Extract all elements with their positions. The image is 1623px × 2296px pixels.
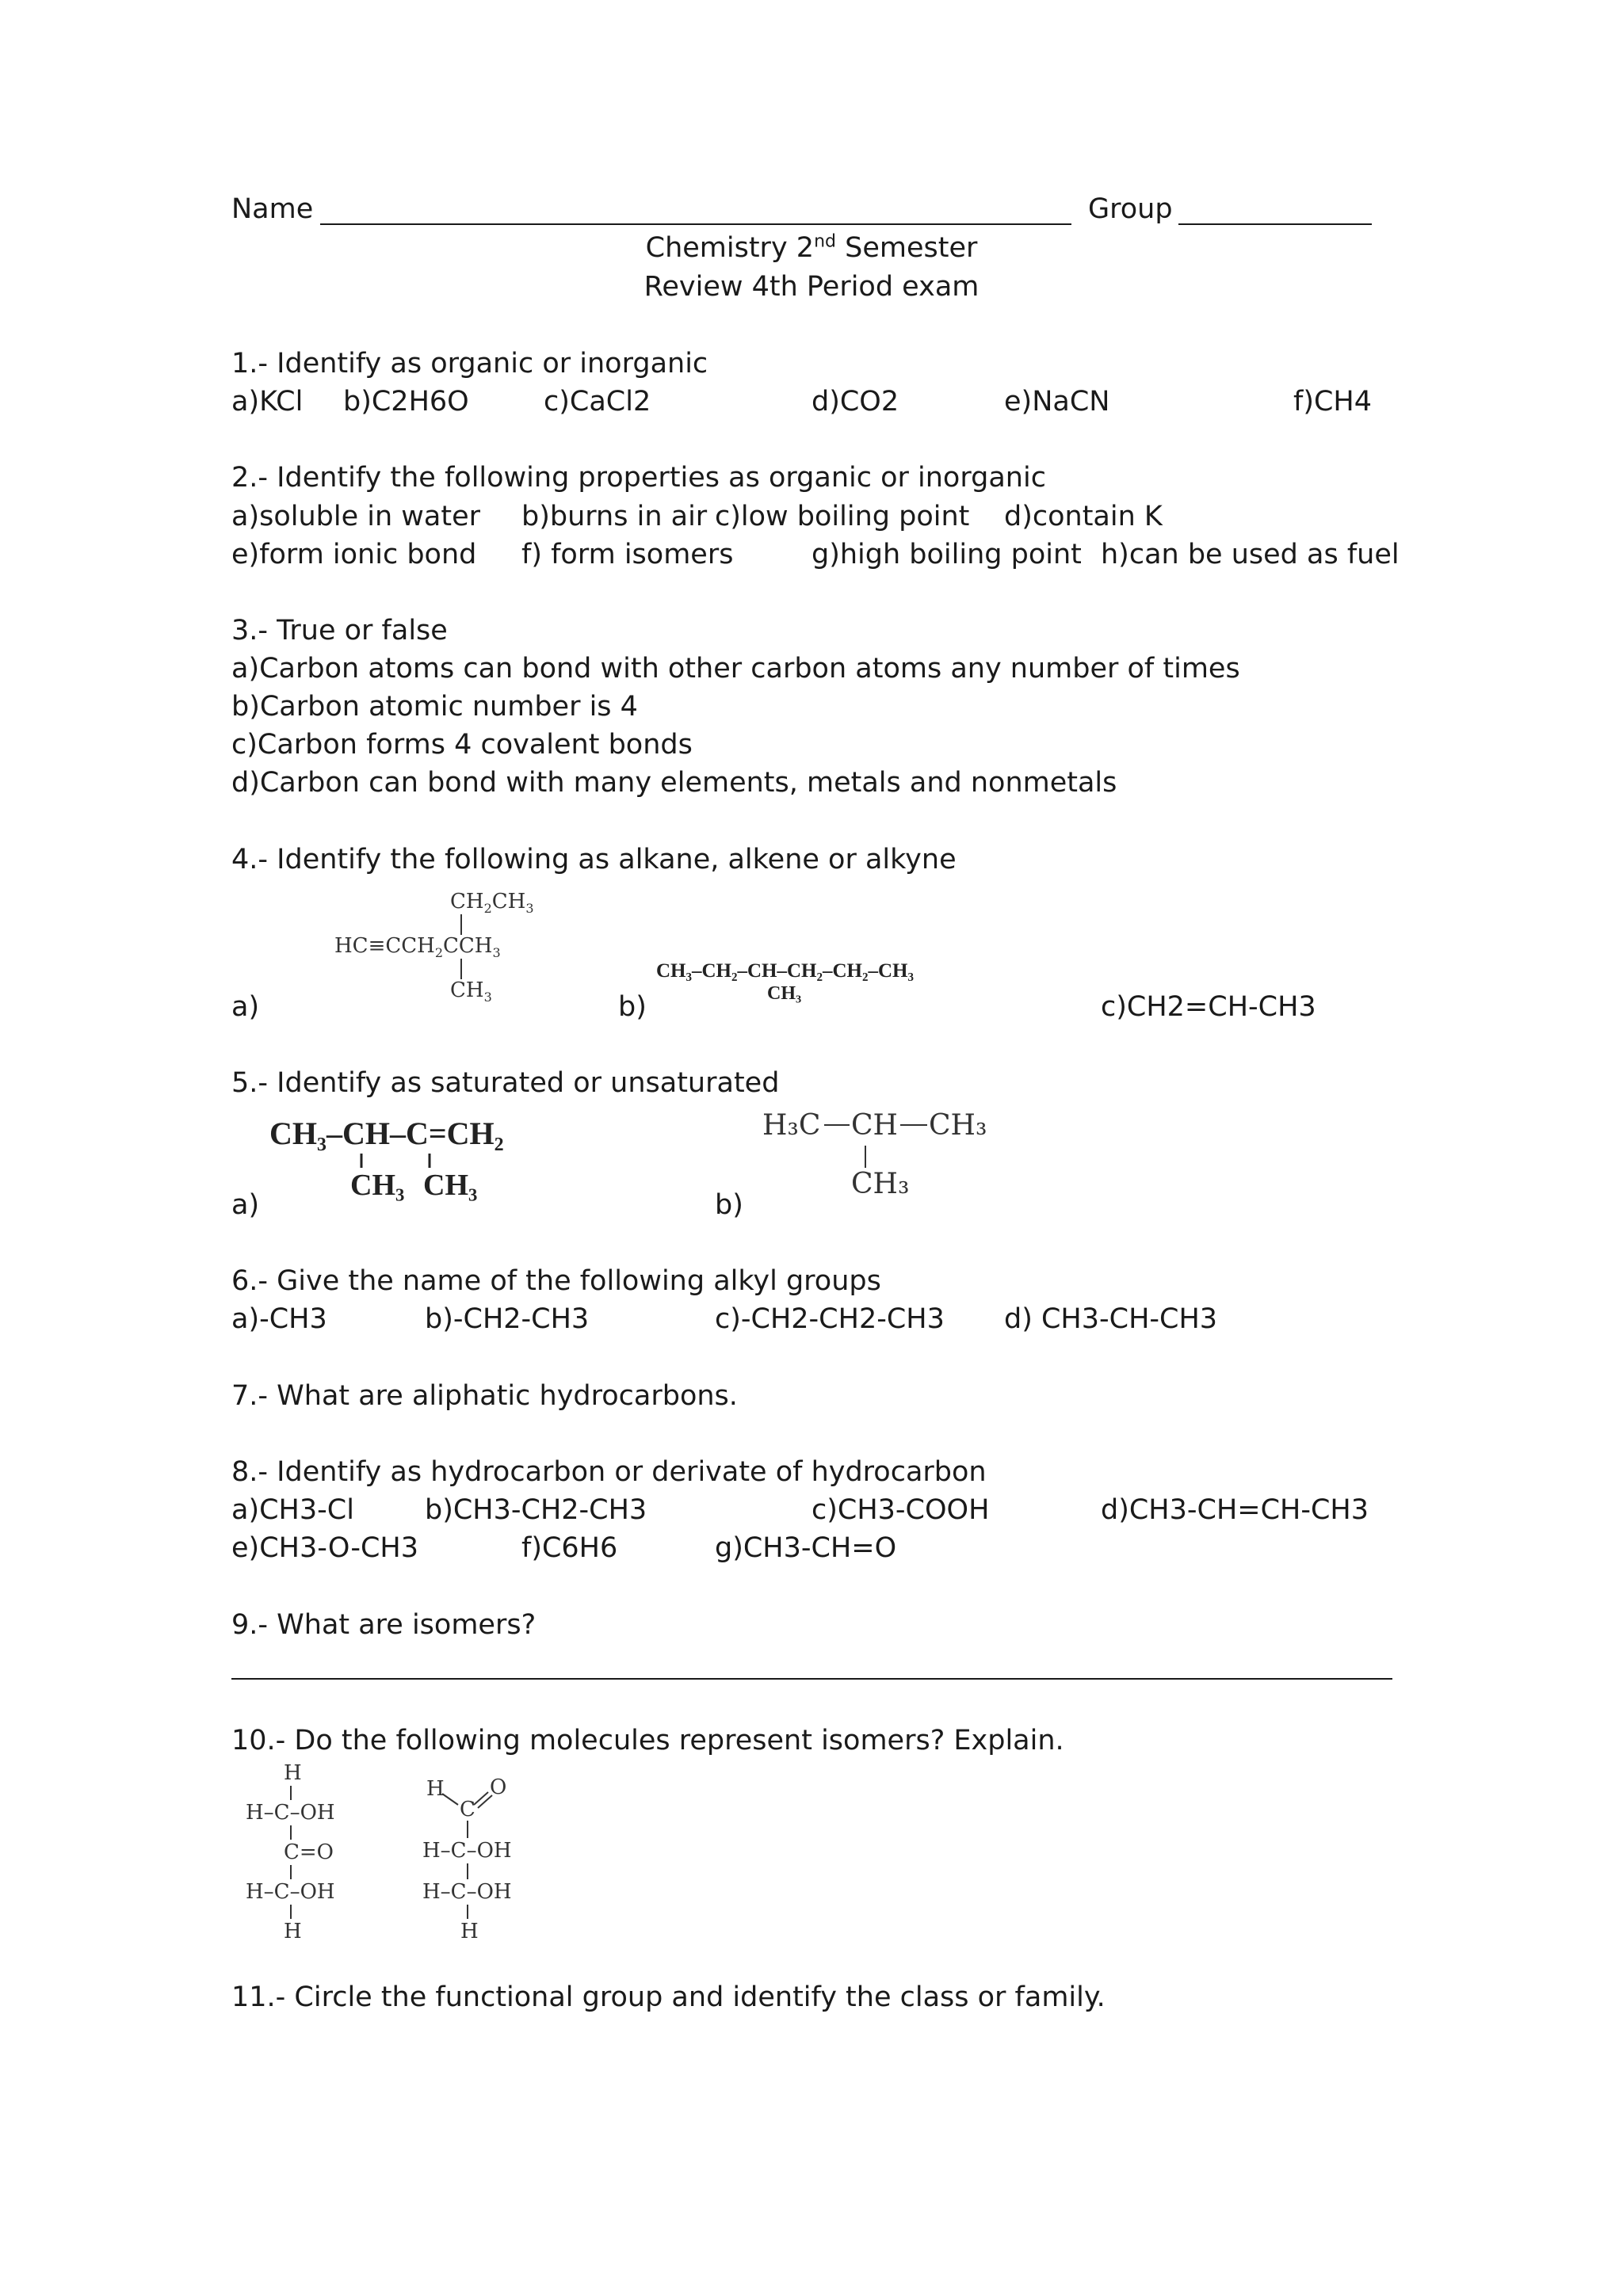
q6-item-b: b)-CH2-CH3 (425, 1303, 590, 1335)
q5-prompt: 5.- Identify as saturated or unsaturated (231, 1067, 780, 1099)
q8-item-f: f)C6H6 (521, 1532, 618, 1564)
q10-molecule-2 (420, 1775, 555, 1952)
q10m2-c-top: C (460, 1798, 475, 1821)
q4-label-b: b) (618, 991, 647, 1023)
q8-item-e: e)CH3-O-CH3 (231, 1532, 418, 1564)
name-label: Name (231, 193, 314, 225)
group-blank-line[interactable] (1178, 223, 1372, 225)
q3-item-b: b)Carbon atomic number is 4 (231, 691, 638, 723)
q4b-chain: CH₃–CH₂–CH–CH₂–CH₂–CH₃ (656, 960, 914, 982)
q4-molecule-a (325, 886, 534, 1013)
q6-item-a: a)-CH3 (231, 1303, 327, 1335)
q5-label-b: b) (715, 1189, 743, 1221)
q5-molecule-a (268, 1109, 537, 1212)
q8-item-b: b)CH3-CH2-CH3 (425, 1494, 647, 1526)
q5-molecule-b (761, 1104, 999, 1215)
q4a-main-chain: $HC\equiv CCH_2CCH_3$ (334, 934, 501, 960)
q10m1-h-bottom: H (284, 1920, 302, 1943)
q1-item-c: c)CaCl2 (544, 386, 651, 418)
q4-item-c: c)CH2=CH-CH3 (1101, 991, 1316, 1023)
q1-item-e: e)NaCN (1004, 386, 1110, 418)
q5b-mid: CH (851, 1109, 898, 1142)
q11-prompt: 11.- Circle the functional group and identify the class or family. (231, 1981, 1106, 2013)
q2-item-d: d)contain K (1004, 501, 1163, 532)
q10m2-h-bottom: H (460, 1920, 479, 1943)
q10m1-c2: C=O (284, 1840, 334, 1864)
q2-item-c: c)low boiling point (715, 501, 970, 532)
q2-item-a: a)soluble in water (231, 501, 481, 532)
q3-item-c: c)Carbon forms 4 covalent bonds (231, 729, 693, 761)
q6-item-c: c)-CH2-CH2-CH3 (715, 1303, 945, 1335)
q6-prompt: 6.- Give the name of the following alkyl groups (231, 1265, 881, 1297)
group-label: Group (1088, 193, 1173, 225)
q2-item-b: b)burns in air (521, 501, 708, 532)
q1-item-d: d)CO2 (812, 386, 899, 418)
q8-item-d: d)CH3-CH=CH-CH3 (1101, 1494, 1369, 1526)
q4-molecule-b (655, 955, 987, 1010)
q3-item-a: a)Carbon atoms can bond with other carbon atoms any number of times (231, 653, 1240, 685)
q3-prompt: 3.- True or false (231, 615, 448, 646)
q10-prompt: 10.- Do the following molecules represent isomers? Explain. (231, 1725, 1064, 1756)
q2-item-f: f) form isomers (521, 539, 734, 570)
q7-prompt: 7.- What are aliphatic hydrocarbons. (231, 1380, 738, 1412)
q4-label-a: a) (231, 991, 260, 1023)
q10m1-c1: H–C–OH (246, 1801, 335, 1825)
q6-item-d: d) CH3-CH-CH3 (1004, 1303, 1218, 1335)
q9-prompt: 9.- What are isomers? (231, 1609, 537, 1641)
q5b-left: H₃C (762, 1109, 821, 1142)
q1-item-b: b)C2H6O (343, 386, 469, 418)
q4a-bottom-group: $CH_3$ (450, 978, 492, 1005)
q5a-chain: CH₃–CH–C=CH₂ (269, 1116, 504, 1151)
q10m2-h: H (426, 1777, 445, 1801)
name-blank-line[interactable] (320, 223, 1071, 225)
q2-item-e: e)form ionic bond (231, 539, 477, 570)
page-subtitle: Review 4th Period exam (643, 271, 980, 303)
page-title: Chemistry 2nd Semester (645, 231, 978, 264)
q8-item-c: c)CH3-COOH (812, 1494, 990, 1526)
q5b-branch: CH₃ (851, 1168, 910, 1200)
q1-item-a: a)KCl (231, 386, 304, 418)
q3-item-d: d)Carbon can bond with many elements, metals and nonmetals (231, 767, 1117, 799)
q5b-right: CH₃ (929, 1109, 987, 1142)
q10m2-c2: H–C–OH (422, 1880, 512, 1904)
q10m2-o: O (490, 1775, 507, 1799)
q2-item-g: g)high boiling point (812, 539, 1082, 570)
q1-item-f: f)CH4 (1293, 386, 1373, 418)
q8-item-g: g)CH3-CH=O (715, 1532, 897, 1564)
q9-answer-line[interactable] (231, 1678, 1392, 1680)
q1-prompt: 1.- Identify as organic or inorganic (231, 348, 708, 379)
q10m2-c1: H–C–OH (422, 1839, 512, 1863)
q2-prompt: 2.- Identify the following properties as organic or inorganic (231, 462, 1046, 494)
q4a-top-group: $CH_2CH_3$ (450, 890, 534, 916)
q5a-branch-1: CH₃ (350, 1169, 405, 1202)
q5a-branch-2: CH₃ (423, 1169, 478, 1202)
q10m1-h-top: H (284, 1761, 302, 1785)
q2-item-h: h)can be used as fuel (1101, 539, 1400, 570)
q10m1-c3: H–C–OH (246, 1880, 335, 1904)
q4-prompt: 4.- Identify the following as alkane, alkene or alkyne (231, 844, 957, 875)
q10-molecule-1 (241, 1760, 376, 1951)
q8-prompt: 8.- Identify as hydrocarbon or derivate of hydrocarbon (231, 1456, 987, 1488)
q4b-branch: CH₃ (767, 983, 802, 1004)
q8-item-a: a)CH3-Cl (231, 1494, 354, 1526)
q5-label-a: a) (231, 1189, 260, 1221)
